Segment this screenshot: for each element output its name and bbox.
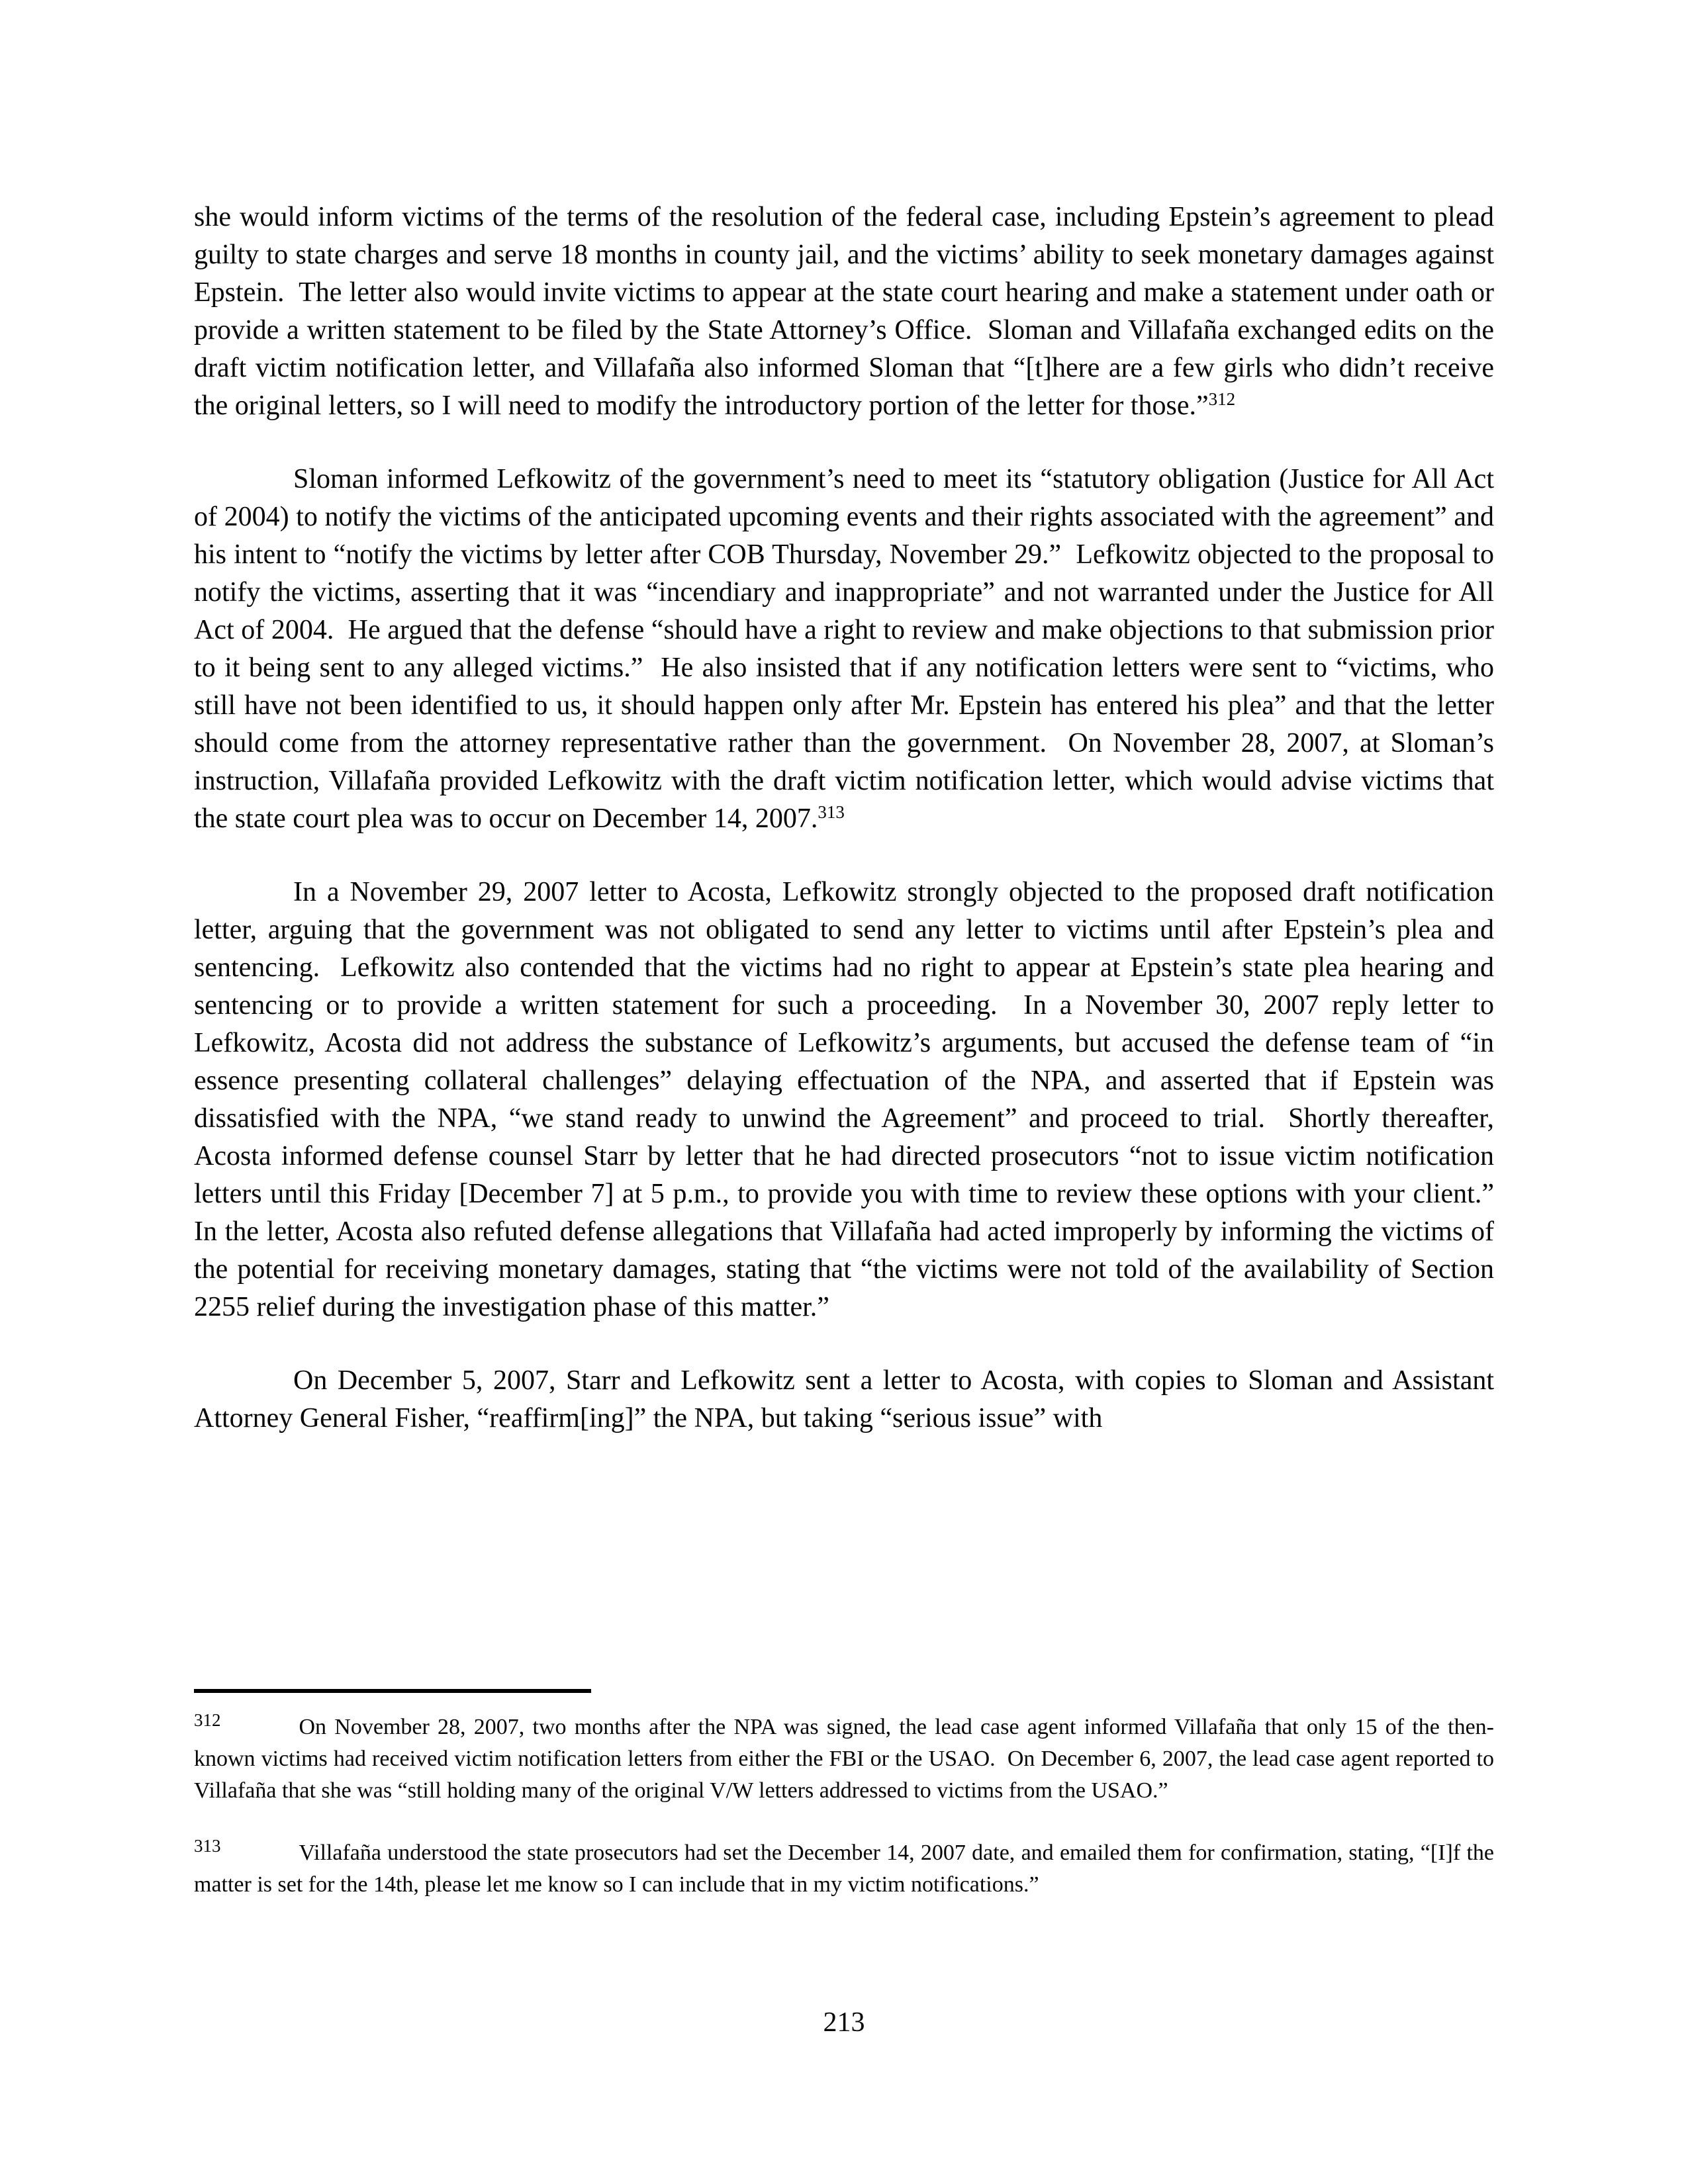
footnote-reference: 313 — [818, 802, 845, 822]
footnotes-section — [194, 1689, 1500, 1901]
paragraph — [194, 461, 1501, 838]
page-number: 213 — [823, 2007, 865, 2038]
footnote — [194, 1710, 1499, 1807]
paragraph — [194, 874, 1508, 1326]
footnote-text: Villafaña understood the state prosecutors had set the December 14, 2007 date, and emailed them for confirmation, stating, “[I]f the matter is set for the 14th, please let me know so I can include that in my victim notifications.” — [194, 1841, 1500, 1897]
footnote-marker: 313 — [194, 1836, 221, 1856]
footnote-marker: 312 — [194, 1710, 221, 1730]
document-body — [194, 199, 1508, 1437]
paragraph-text: In a November 29, 2007 letter to Acosta, Lefkowitz strongly objected to the proposed draft notification letter, arguing that the government was not obligated to send any letter to victims until after Epstein’s plea and sentencing. Lefkowitz also contended that the victims had no right to appear at Epstein’s state plea hearing and sentencing or to provide a written statement for such a proceeding. In a November 30, 2007 reply letter to Lefkowitz, Acosta did not address the substance of Lefkowitz’s arguments, but accused the defense team of “in essence presenting collateral challenges” delaying effectuation of the NPA, and asserted that if Epstein was dissatisfied with the NPA, “we stand ready to unwind the Agreement” and proceed to trial. Shortly thereafter, Acosta informed defense counsel Starr by letter that he had directed prosecutors “not to issue victim notification letters until this Friday [December 7] at 5 p.m., to provide you with time to review these options with your client.” In the letter, Acosta also refuted defense allegations that Villafaña had acted improperly by informing the victims of the potential for receiving monetary damages, stating that “the victims were not told of the availability of Section 2255 relief during the investigation phase of this matter.” — [194, 877, 1508, 1322]
paragraph — [194, 1362, 1500, 1437]
paragraph-text: she would inform victims of the terms of the resolution of the federal case, including Epstein’s agreement to plead guilty to state charges and serve 18 months in county jail, and the victims’ ability to seek monetary damages against Epstein. The letter also would invite victims to appear at the state court hearing and make a statement under oath or provide a written statement to be filed by the State Attorney’s Office. Sloman and Villafaña exchanged edits on the draft victim notification letter, and Villafaña also informed Sloman that “[t]here are a few girls who didn’t receive the original letters, so I will need to modify the introductory portion of the letter for those.” — [194, 202, 1501, 421]
footnote-text: On November 28, 2007, two months after the NPA was signed, the lead case agent informed Villafaña that only 15 of the then-known victims had received victim notification letters from either the FBI or the USAO. On December 6, 2007, the lead case agent reported to Villafaña that she was “still holding many of the original V/W letters addressed to victims from the USAO.” — [194, 1715, 1499, 1803]
paragraph-text: Sloman informed Lefkowitz of the government’s need to meet its “statutory obligation (Justice for All Act of 2004) to notify the victims of the anticipated upcoming events and their rights associated with the agreement” and his intent to “notify the victims by letter after COB Thursday, November 29.” Lefkowitz objected to the proposal to notify the victims, asserting that it was “incendiary and inappropriate” and not warranted under the Justice for All Act of 2004. He argued that the defense “should have a right to review and make objections to that submission prior to it being sent to any alleged victims.” He also insisted that if any notification letters were sent to “victims, who still have not been identified to us, it should happen only after Mr. Epstein has entered his plea” and that the letter should come from the attorney representative rather than the government. On November 28, 2007, at Sloman’s instruction, Villafaña provided Lefkowitz with the draft victim notification letter, which would advise victims that the state court plea was to occur on December 14, 2007. — [194, 464, 1501, 834]
footnote-reference: 312 — [1208, 389, 1236, 409]
paragraph — [194, 199, 1501, 425]
footnote — [194, 1836, 1500, 1901]
footnote-separator — [194, 1689, 591, 1693]
paragraph-text: On December 5, 2007, Starr and Lefkowitz sent a letter to Acosta, with copies to Sloman and Assistant Attorney General Fisher, “reaffirm[ing]” the NPA, but taking “serious issue” with — [194, 1365, 1500, 1433]
